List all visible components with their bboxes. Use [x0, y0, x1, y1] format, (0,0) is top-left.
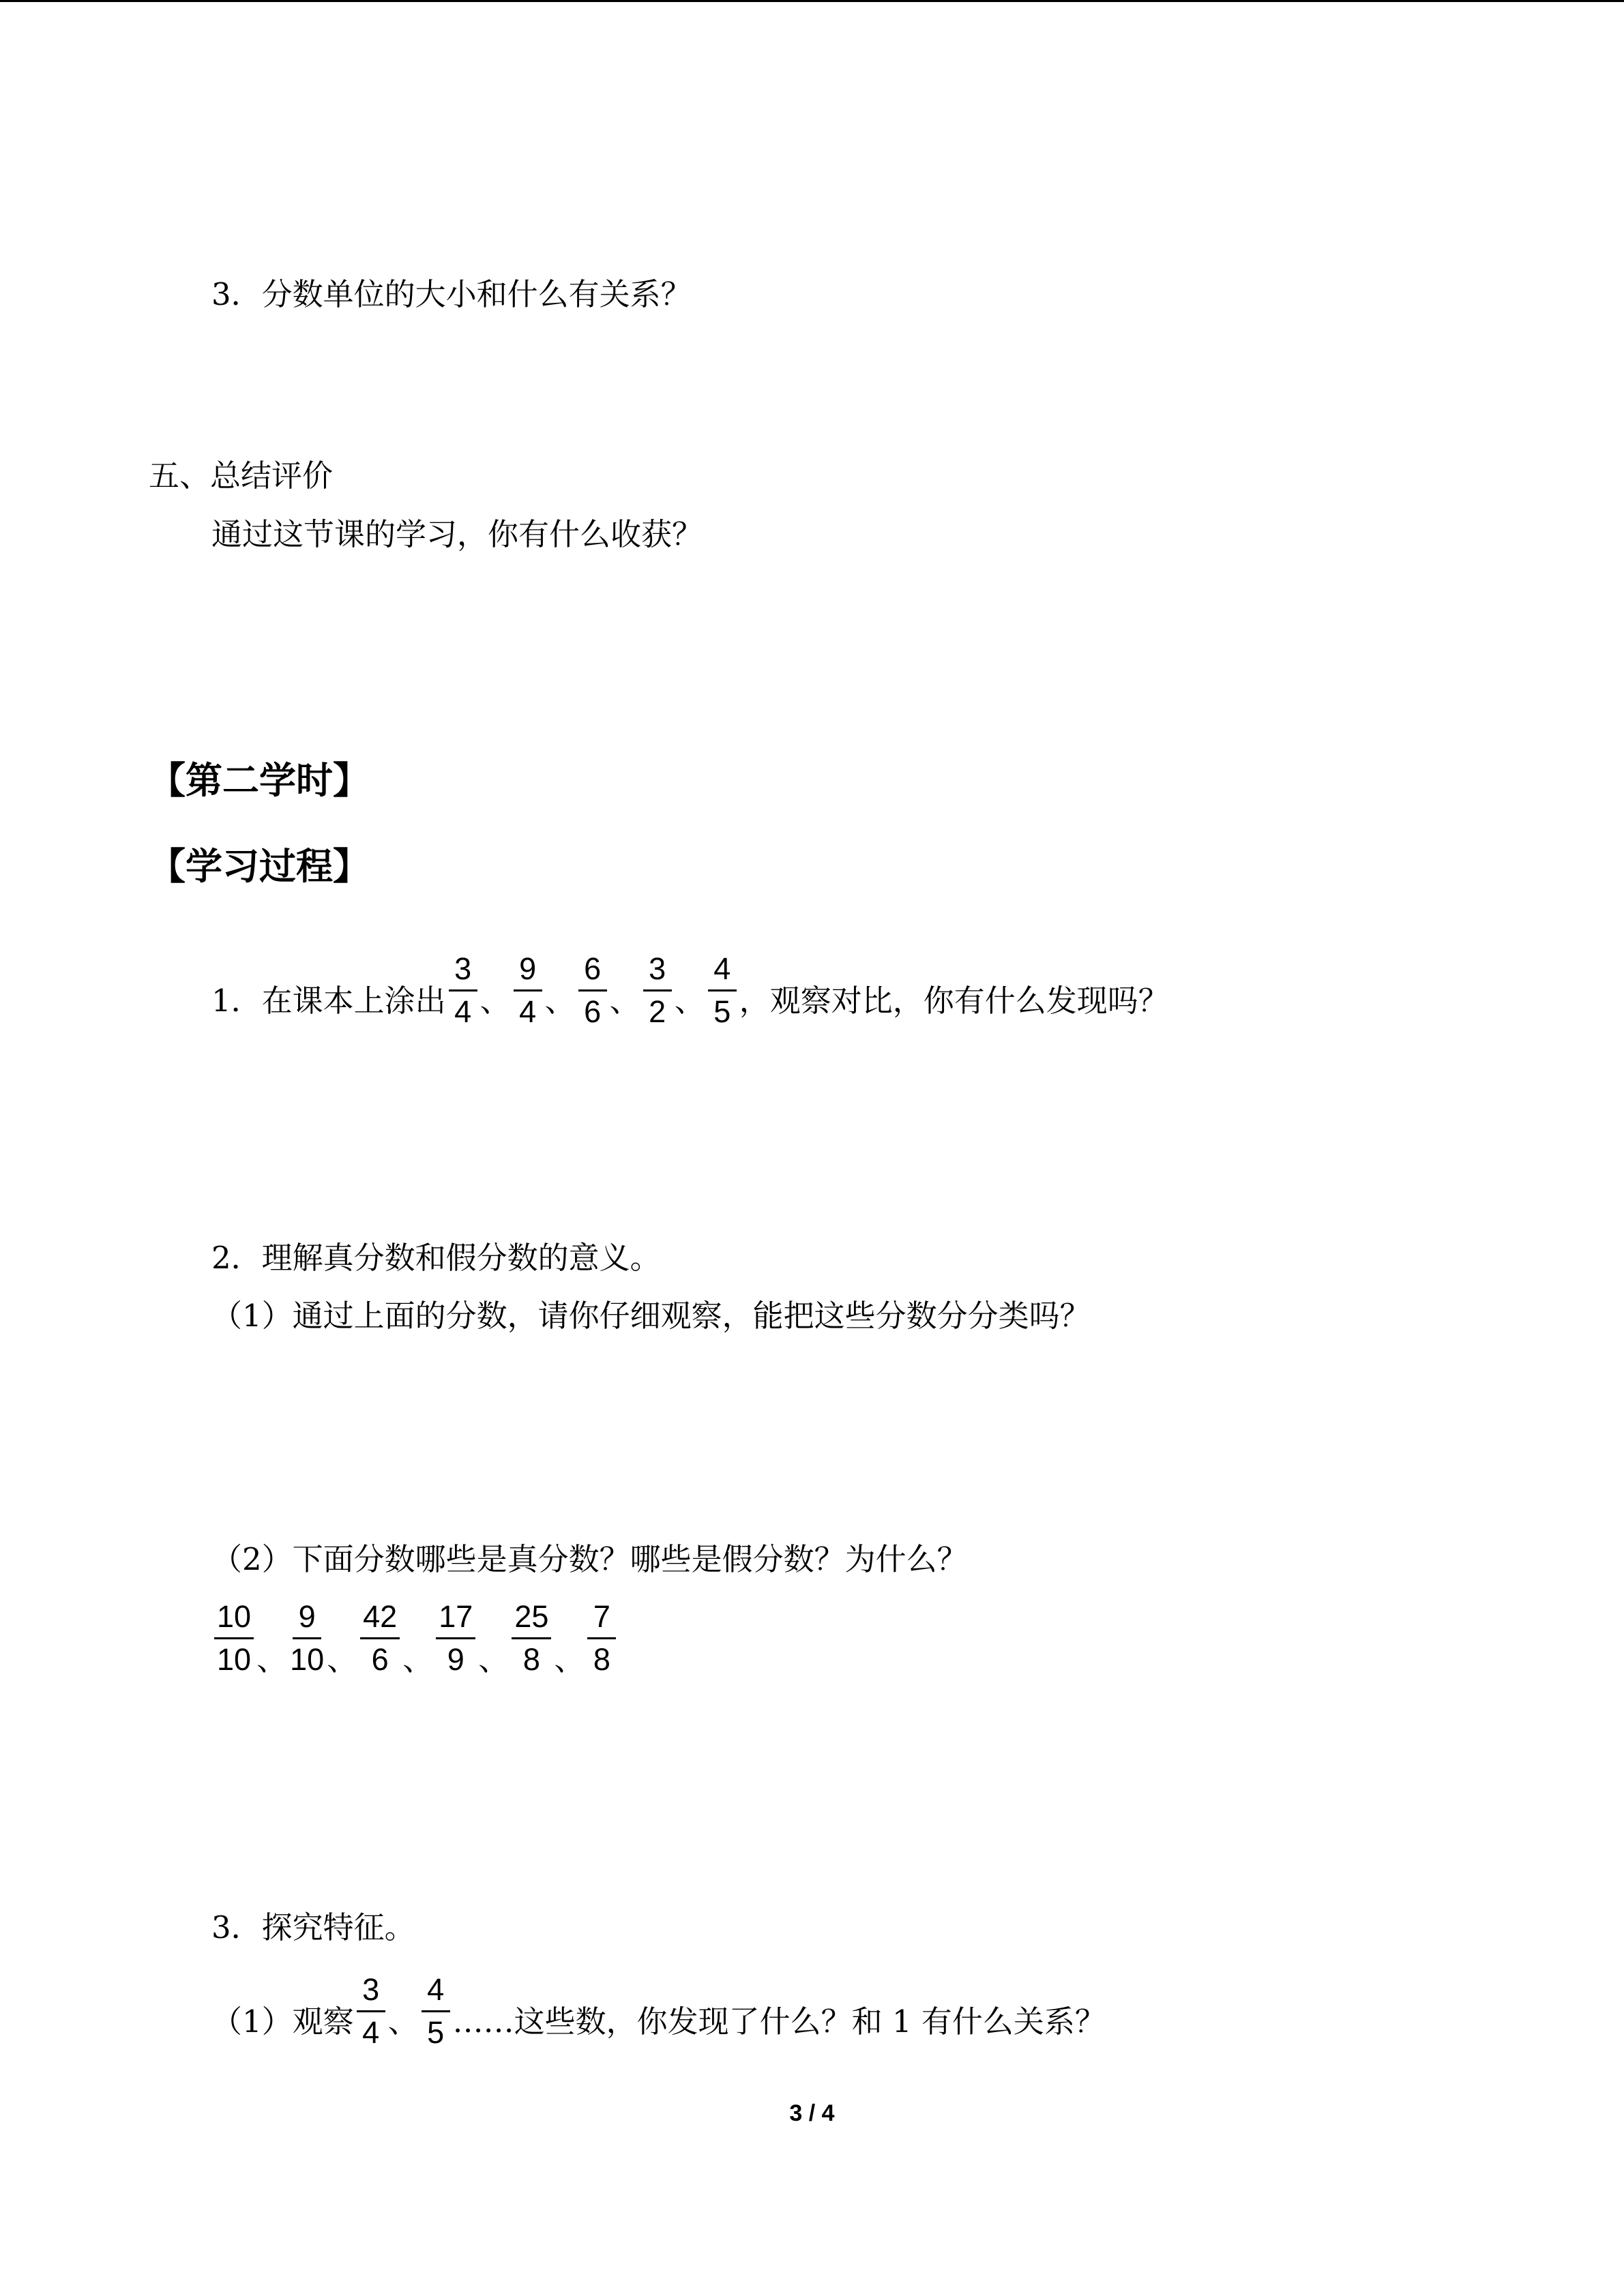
numerator: 4 [708, 950, 737, 992]
section-5-heading [149, 456, 333, 496]
item-2-title [211, 1238, 661, 1279]
question-3-text: 3．分数单位的大小和什么有关系？ [211, 276, 692, 312]
numerator: 17 [436, 1598, 475, 1639]
numerator: 3 [357, 1971, 385, 2012]
item-3-sub-1 [211, 1960, 1106, 2050]
item-2-sub-1-text: （1）通过上面的分数，请你仔细观察，能把这些分数分分类吗？ [211, 1298, 1091, 1334]
item-2-sub-2-text: （2）下面分数哪些是真分数？哪些是假分数？为什么？ [211, 1541, 968, 1577]
fraction [514, 950, 542, 1031]
numerator: 10 [214, 1598, 254, 1639]
denominator: 10 [217, 1642, 252, 1677]
question-3 [211, 274, 692, 315]
denominator: 8 [522, 1642, 540, 1677]
separator: 、 [478, 1641, 510, 1678]
fraction [449, 950, 477, 1031]
section-5-prompt [211, 514, 703, 555]
top-border-rule [0, 0, 1624, 2]
item-1-suffix: ，观察对比，你有什么发现吗？ [739, 983, 1169, 1019]
fraction [512, 1598, 551, 1679]
item-1 [211, 940, 1169, 1029]
fraction [436, 1598, 475, 1679]
denominator: 10 [290, 1642, 325, 1677]
numerator: 9 [514, 950, 542, 992]
separator: 、 [544, 983, 576, 1019]
denominator: 4 [454, 994, 472, 1029]
item-2-sub-1 [211, 1296, 1091, 1337]
item-3-title [211, 1907, 415, 1948]
fraction [357, 1971, 385, 2052]
item-3-sub-1-suffix: 这些数，你发现了什么？和 1 有什么关系？ [514, 2003, 1106, 2040]
fraction [578, 950, 607, 1031]
denominator: 4 [519, 994, 537, 1029]
separator: 、 [554, 1641, 585, 1678]
item-2-fraction-row [211, 1598, 619, 1679]
denominator: 4 [362, 2015, 380, 2050]
denominator: 5 [427, 2015, 445, 2050]
item-2-title-text: 2．理解真分数和假分数的意义。 [211, 1240, 661, 1276]
separator: 、 [609, 983, 640, 1019]
lesson-2-heading: 【第二学时】 [149, 759, 370, 802]
denominator: 5 [713, 994, 731, 1029]
numerator: 3 [643, 950, 672, 992]
separator: 、 [327, 1641, 358, 1678]
item-1-prefix: 1．在课本上涂出 [211, 983, 446, 1019]
numerator: 6 [578, 950, 607, 992]
numerator: 7 [587, 1598, 616, 1639]
fraction [360, 1598, 400, 1679]
numerator: 3 [449, 950, 477, 992]
separator: 、 [387, 2003, 419, 2040]
separator: 、 [674, 983, 705, 1019]
item-2-sub-2 [211, 1539, 968, 1580]
fraction [422, 1971, 450, 2052]
numerator: 9 [293, 1598, 321, 1639]
item-3-title-text: 3．探究特征。 [211, 1909, 415, 1945]
ellipsis: …… [452, 2003, 514, 2040]
separator: 、 [256, 1641, 288, 1678]
section-5-heading-text: 五、总结评价 [149, 458, 334, 494]
denominator: 9 [447, 1642, 464, 1677]
separator: 、 [402, 1641, 434, 1678]
fraction [643, 950, 672, 1031]
fraction [708, 950, 737, 1031]
learning-process-heading: 【学习过程】 [149, 845, 370, 888]
fraction [214, 1598, 254, 1679]
numerator: 25 [512, 1598, 551, 1639]
separator: 、 [479, 983, 511, 1019]
denominator: 8 [593, 1642, 610, 1677]
fraction [290, 1598, 324, 1679]
denominator: 6 [371, 1642, 389, 1677]
denominator: 6 [584, 994, 602, 1029]
item-3-sub-1-prefix: （1）观察 [211, 2003, 354, 2040]
numerator: 42 [360, 1598, 400, 1639]
numerator: 4 [422, 1971, 450, 2012]
denominator: 2 [649, 994, 666, 1029]
fraction [587, 1598, 616, 1679]
page-number: 3 / 4 [789, 2100, 835, 2126]
section-5-prompt-text: 通过这节课的学习，你有什么收获？ [211, 516, 703, 552]
